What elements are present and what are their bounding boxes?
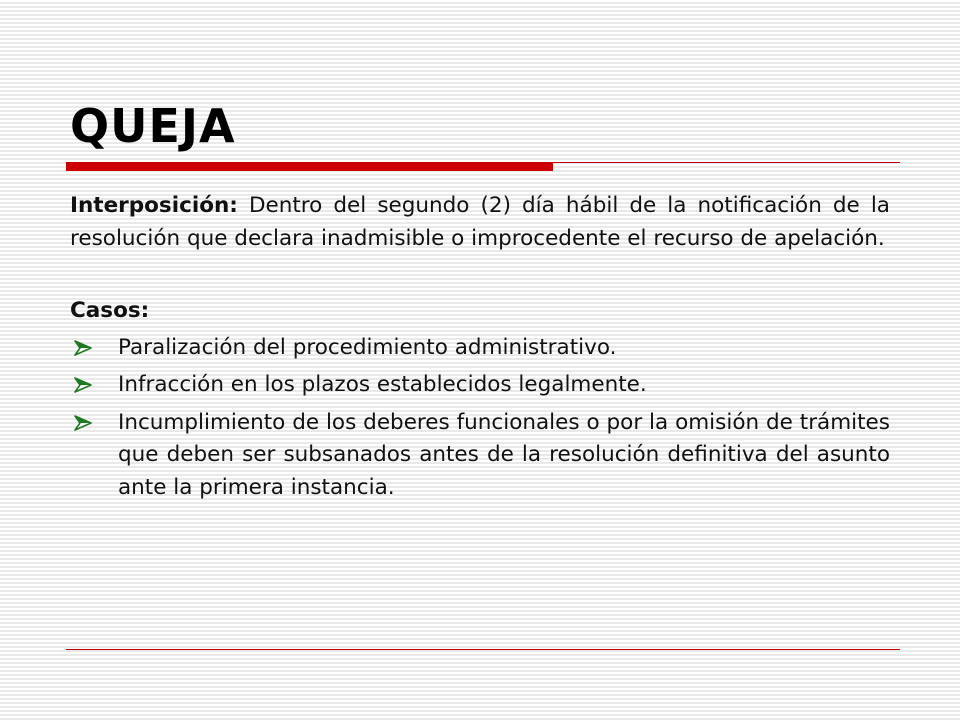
interposicion-text: Dentro del segundo (2) día hábil de la notificación de la resolución que declara inadmisible o improcedente el recurso de apelación. <box>70 193 890 251</box>
footer-divider <box>66 649 900 650</box>
list-item <box>70 407 890 505</box>
casos-list <box>70 332 890 505</box>
casos-heading: Casos: <box>70 298 150 323</box>
interposicion-paragraph <box>70 190 890 255</box>
title-divider-thick <box>66 163 553 171</box>
list-item <box>70 332 890 365</box>
list-item-text: Incumplimiento de los deberes funcionales o por la omisión de trámites que deben ser subsanados antes de la resolución definitiva del asunto ante la primera instancia. <box>118 409 890 500</box>
arrow-right-icon <box>74 369 94 401</box>
arrow-right-icon <box>74 407 94 439</box>
interposicion-label: Interposición: <box>70 193 238 218</box>
list-item-text: Infracción en los plazos establecidos legalmente. <box>118 372 647 397</box>
list-item-text: Paralización del procedimiento administrativo. <box>118 334 617 360</box>
slide-title: QUEJA <box>70 99 236 153</box>
slide-body <box>70 190 890 509</box>
arrow-right-icon <box>74 332 94 364</box>
list-item <box>70 369 890 402</box>
